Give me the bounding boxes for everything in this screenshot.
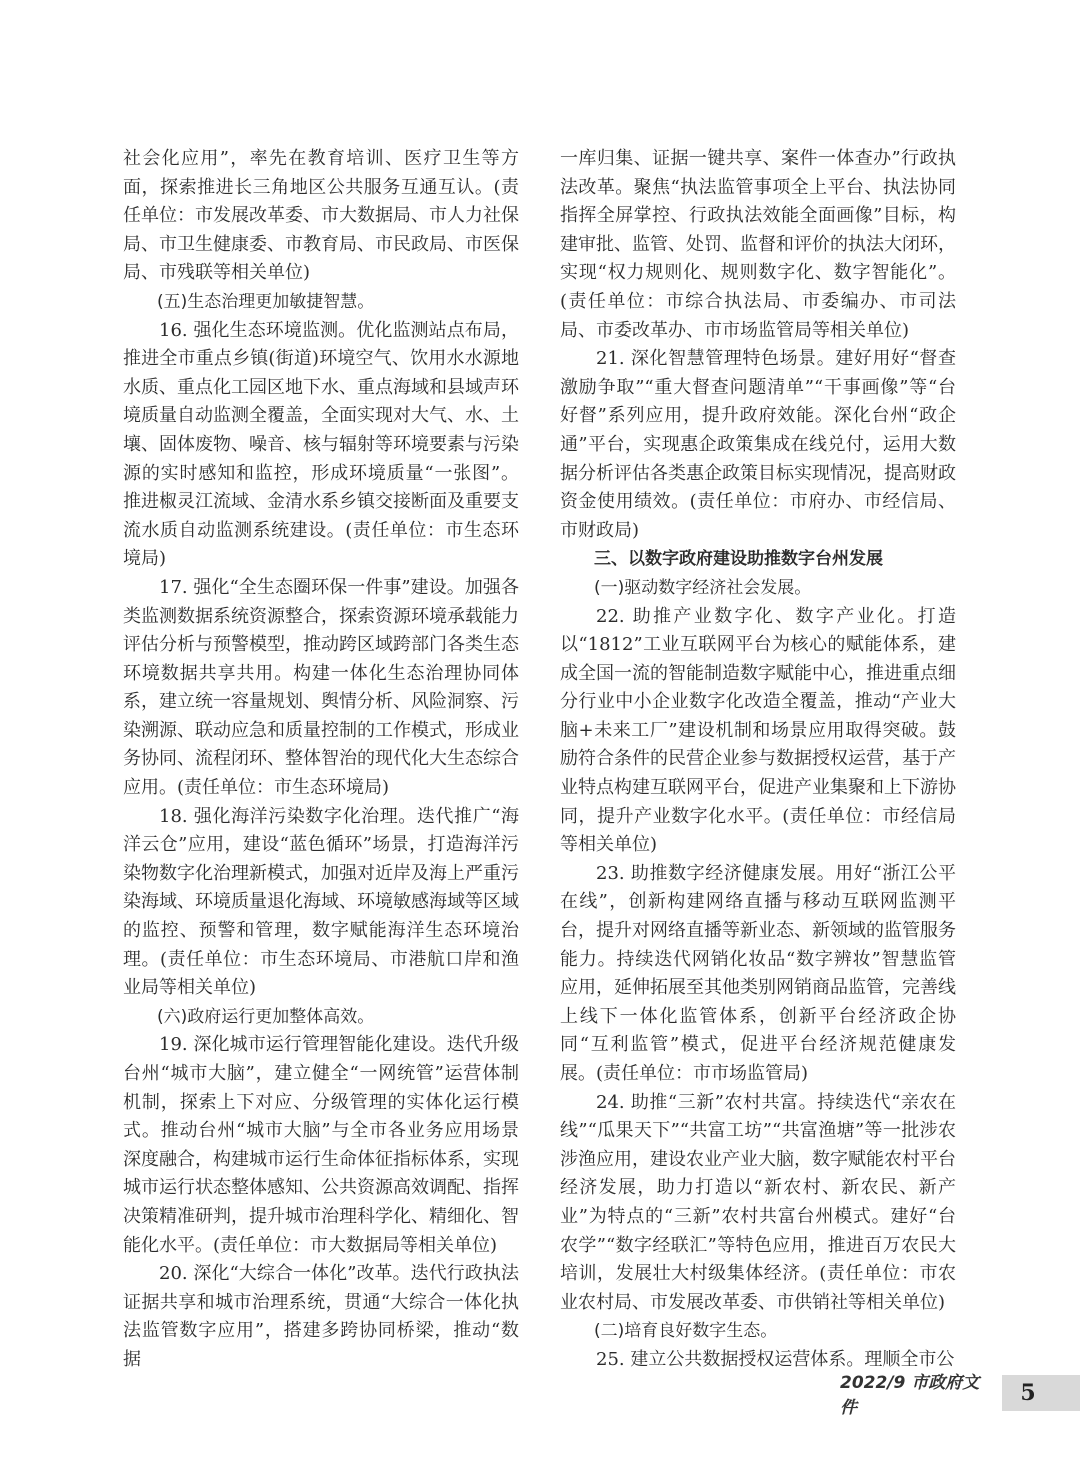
paragraph: 21. 深化智慧管理特色场景。建好用好“督查激励争取”“重大督查问题清单”“干事画像”等“台好督”系列应用，提升政府效能。深化台州“政企通”平台，实现惠企政策集成在线兑付，运用大数据分析评估各类惠企政策目标实现情况，提高财政资金使用绩效。(责任单位：市府办、市经信局、市财政局) [560,348,956,541]
page-footer [840,1373,1080,1418]
page-number: 5 [1002,1375,1080,1411]
issue-label: 2022/9 市政府文件 [840,1373,980,1418]
section-heading: 三、以数字政府建设助推数字台州发展 [594,549,883,570]
paragraph: 一库归集、证据一键共享、案件一体查办”行政执法改革。聚焦“执法监管事项全上平台、执法协同指挥全屏掌控、行政执法效能全面画像”目标，构建审批、监管、处罚、监督和评价的执法大闭环，实现“权力规则化、规则数字化、数字智能化”。(责任单位：市综合执法局、市委编办、市司法局、市委改革办、市市场监管局等相关单位) [560,148,956,341]
subsection-heading: (二)培育良好数字生态。 [594,1321,778,1342]
subsection-heading: (五)生态治理更加敏捷智慧。 [157,291,375,312]
subsection-heading: (六)政府运行更加整体高效。 [157,1006,375,1027]
left-column [123,145,519,1375]
paragraph: 16. 强化生态环境监测。优化监测站点布局，推进全市重点乡镇(街道)环境空气、饮用水水源地水质、重点化工园区地下水、重点海域和县域声环境质量自动监测全覆盖，全面实现对大气、水、土壤、固体废物、噪音、核与辐射等环境要素与污染源的实时感知和监控，形成环境质量“一张图”。推进椒灵江流域、金清水系乡镇交接断面及重要支流水质自动监测系统建设。(责任单位：市生态环境局) [123,319,519,570]
paragraph: 25. 建立公共数据授权运营体系。理顺全市公 [596,1348,955,1370]
paragraph: 19. 深化城市运行管理智能化建设。迭代升级台州“城市大脑”，建立健全“一网统管”运营体制机制，探索上下对应、分级管理的实体化运行模式。推动台州“城市大脑”与全市各业务应用场景深度融合，构建城市运行生命体征指标体系，实现城市运行状态整体感知、公共资源高效调配、指挥决策精准研判，提升城市治理科学化、精细化、智能化水平。(责任单位：市大数据局等相关单位) [123,1034,519,1256]
paragraph: 23. 助推数字经济健康发展。用好“浙江公平在线”，创新构建网络直播与移动互联网监测平台，提升对网络直播等新业态、新领域的监管服务能力。持续迭代网销化妆品“数字辨妆”智慧监管应用，延伸拓展至其他类别网销商品监管，完善线上线下一体化监管体系，创新平台经济政企协同“互利监管”模式，促进平台经济规范健康发展。(责任单位：市市场监管局) [560,862,956,1084]
paragraph: 22. 助推产业数字化、数字产业化。打造以“1812”工业互联网平台为核心的赋能体系，建成全国一流的智能制造数字赋能中心，推进重点细分行业中小企业数字化改造全覆盖，推动“产业大脑+未来工厂”建设机制和场景应用取得突破。鼓励符合条件的民营企业参与数据授权运营，基于产业特点构建互联网平台，促进产业集聚和上下游协同，提升产业数字化水平。(责任单位：市经信局等相关单位) [560,605,956,856]
right-column [560,145,956,1375]
paragraph: 20. 深化“大综合一体化”改革。迭代行政执法证据共享和城市治理系统，贯通“大综合一体化执法监管数字应用”，搭建多跨协同桥梁，推动“数据 [123,1263,519,1370]
subsection-heading: (一)驱动数字经济社会发展。 [594,577,812,598]
paragraph: 社会化应用”，率先在教育培训、医疗卫生等方面，探索推进长三角地区公共服务互通互认。(责任单位：市发展改革委、市大数据局、市人力社保局、市卫生健康委、市教育局、市民政局、市医保局、市残联等相关单位) [123,148,519,284]
paragraph: 24. 助推“三新”农村共富。持续迭代“亲农在线”“瓜果天下”“共富工坊”“共富渔塘”等一批涉农涉渔应用，建设农业产业大脑，数字赋能农村平台经济发展，助力打造以“新农村、新农民、新产业”为特点的“三新”农村共富台州模式。建好“台农学”“数字经联汇”等特色应用，推进百万农民大培训，发展壮大村级集体经济。(责任单位：市农业农村局、市发展改革委、市供销社等相关单位) [560,1091,956,1313]
paragraph: 17. 强化“全生态圈环保一件事”建设。加强各类监测数据系统资源整合，探索资源环境承载能力评估分析与预警模型，推动跨区域跨部门各类生态环境数据共享共用。构建一体化生态治理协同体系，建立统一容量规划、舆情分析、风险洞察、污染溯源、联动应急和质量控制的工作模式，形成业务协同、流程闭环、整体智治的现代化大生态综合应用。(责任单位：市生态环境局) [123,576,519,799]
paragraph: 18. 强化海洋污染数字化治理。迭代推广“海洋云仓”应用，建设“蓝色循环”场景，打造海洋污染物数字化治理新模式，加强对近岸及海上严重污染海域、环境质量退化海域、环境敏感海域等区域的监控、预警和管理，数字赋能海洋生态环境治理。(责任单位：市生态环境局、市港航口岸和渔业局等相关单位) [123,805,519,999]
